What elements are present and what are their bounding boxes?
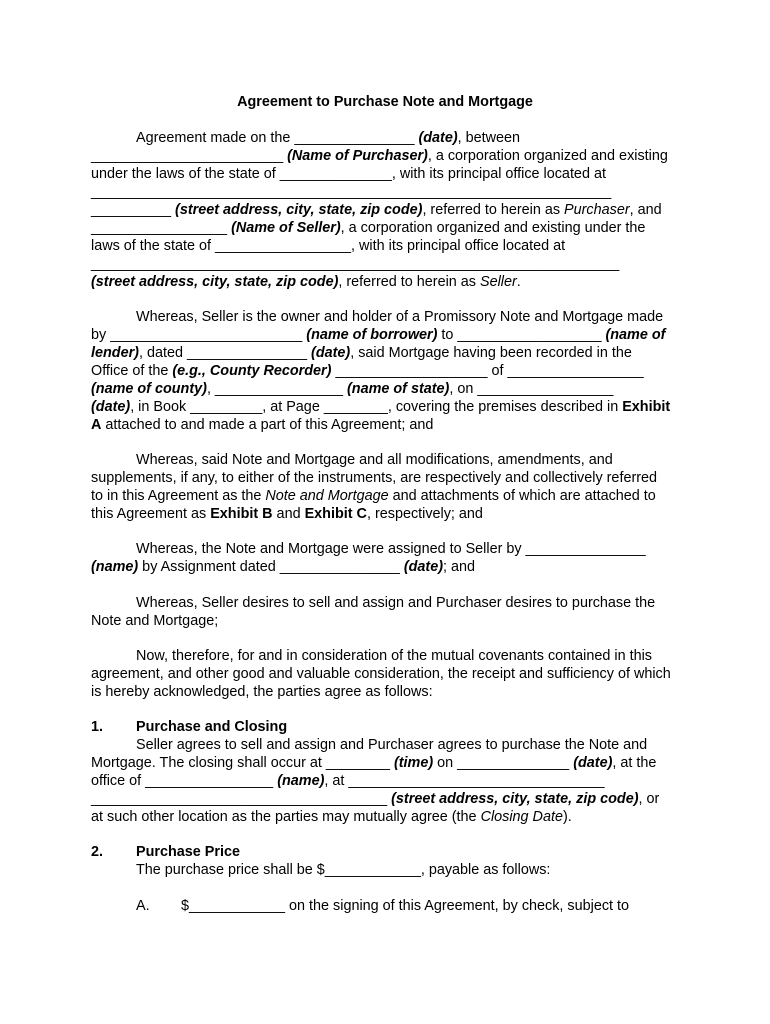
- section-2-heading: Purchase Price: [136, 844, 240, 860]
- whereas-3-line-2: (name) by Assignment dated _______________ (date); and: [91, 559, 476, 575]
- preamble-line-8: __________________________________________________________________: [91, 256, 620, 272]
- preamble-line-5: __________ (street address, city, state, zip code), referred to herein as Purchaser, and: [91, 202, 662, 218]
- preamble-line-7: laws of the state of _________________, with its principal office located at: [91, 238, 566, 254]
- preamble-line-3: under the laws of the state of ______________, with its principal office located at: [91, 166, 606, 182]
- whereas-2-line-1: Whereas, said Note and Mortgage and all modifications, amendments, and: [136, 452, 613, 468]
- whereas-1-line-1: Whereas, Seller is the owner and holder of a Promissory Note and Mortgage made: [136, 309, 664, 325]
- now-therefore-line-1: Now, therefore, for and in consideration of the mutual covenants contained in this: [136, 648, 652, 664]
- whereas-1-line-5: (name of county), ________________ (name of state), on _________________: [91, 381, 614, 397]
- whereas-1-line-3: lender), dated _______________ (date), said Mortgage having been recorded in the: [91, 345, 632, 361]
- whereas-4-line-2: Note and Mortgage;: [91, 613, 219, 629]
- preamble-line-4: _________________________________________________________________: [91, 184, 612, 200]
- section-1-line-3: office of ________________ (name), at ________________________________: [91, 773, 605, 789]
- whereas-1-line-7: A attached to and made a part of this Agreement; and: [91, 417, 434, 433]
- section-1-number: 1.: [91, 719, 104, 735]
- preamble-line-1: Agreement made on the _______________ (date), between: [136, 130, 521, 146]
- preamble-line-6: _________________ (Name of Seller), a corporation organized and existing under the: [91, 220, 646, 236]
- now-therefore-line-2: agreement, and other good and valuable consideration, the receipt and sufficiency of which: [91, 666, 671, 682]
- section-1-heading: Purchase and Closing: [136, 719, 288, 735]
- section-2-line-1: The purchase price shall be $____________, payable as follows:: [136, 862, 551, 878]
- whereas-1-line-2: by ________________________ (name of borrower) to __________________ (name of: [91, 327, 666, 343]
- document-title: Agreement to Purchase Note and Mortgage: [237, 94, 533, 110]
- whereas-4-line-1: Whereas, Seller desires to sell and assign and Purchaser desires to purchase the: [136, 595, 656, 611]
- whereas-1-line-6: (date), in Book _________, at Page ________, covering the premises described in Exhibit: [91, 399, 671, 415]
- preamble-line-9: (street address, city, state, zip code), referred to herein as Seller.: [91, 274, 521, 290]
- section-1-line-1: Seller agrees to sell and assign and Purchaser agrees to purchase the Note and: [136, 737, 648, 753]
- clause-a-label: A.: [136, 898, 150, 914]
- section-1-line-5: at such other location as the parties may mutually agree (the Closing Date).: [91, 809, 572, 825]
- whereas-1-line-4: Office of the (e.g., County Recorder) ___________________ of _________________: [91, 363, 644, 379]
- section-1-line-4: _____________________________________ (street address, city, state, zip code), or: [91, 791, 660, 807]
- whereas-2-line-3: to in this Agreement as the Note and Mortgage and attachments of which are attached to: [91, 488, 656, 504]
- whereas-3-line-1: Whereas, the Note and Mortgage were assigned to Seller by _______________: [136, 541, 646, 557]
- section-1-line-2: Mortgage. The closing shall occur at ________ (time) on ______________ (date), at the: [91, 755, 657, 771]
- section-2-number: 2.: [91, 844, 104, 860]
- whereas-2-line-4: this Agreement as Exhibit B and Exhibit C, respectively; and: [91, 506, 483, 522]
- clause-a-text: $____________ on the signing of this Agreement, by check, subject to: [181, 898, 630, 914]
- preamble-line-2: ________________________ (Name of Purchaser), a corporation organized and existing: [91, 148, 668, 164]
- whereas-2-line-2: supplements, if any, to either of the instruments, are respectively and collectively referred: [91, 470, 658, 486]
- now-therefore-line-3: is hereby acknowledged, the parties agree as follows:: [91, 684, 433, 700]
